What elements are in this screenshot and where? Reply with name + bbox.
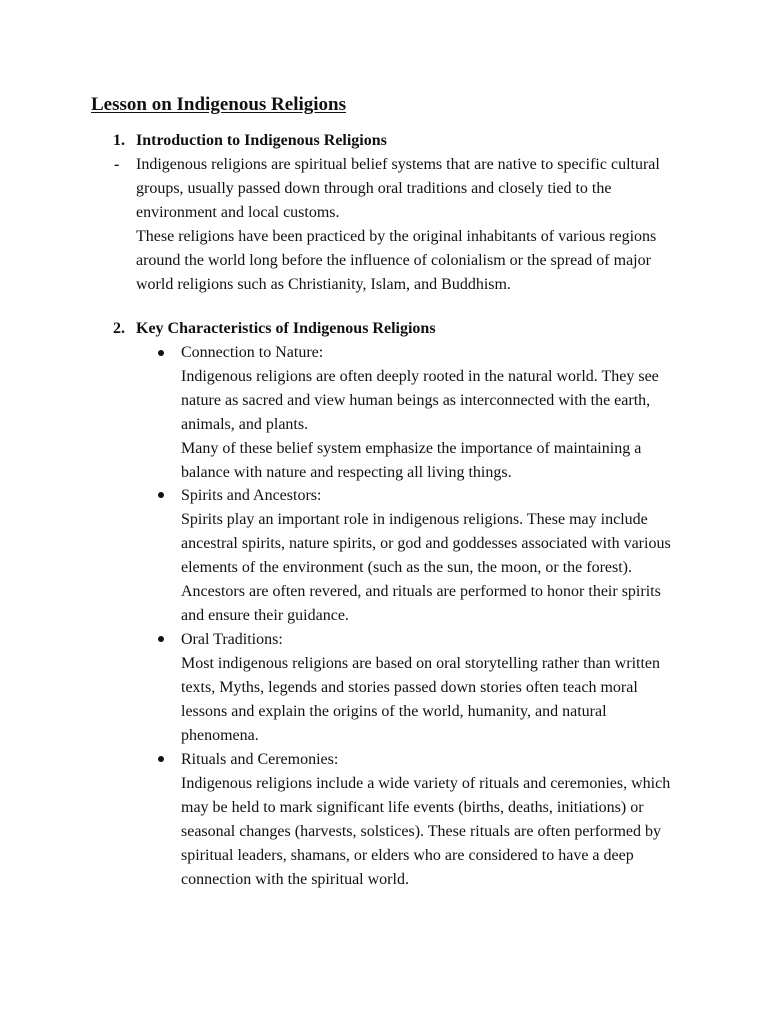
- item-oral-traditions-text: Most indigenous religions are based on oral storytelling rather than written texts, Myths, legends and stories passed down stories often teach moral lessons and explain the origins of the world, humanity, and natural phenomena.: [181, 655, 660, 744]
- bullet-dot-icon: [158, 492, 164, 498]
- item-spirits-and-ancestors-label: Spirits and Ancestors:: [181, 487, 322, 504]
- item-connection-to-nature-text-2: Many of these belief system emphasize the importance of maintaining a balance with nature and respecting all living things.: [181, 440, 642, 481]
- document-title: Lesson on Indigenous Religions: [91, 94, 346, 115]
- item-rituals-and-ceremonies-text: Indigenous religions include a wide variety of rituals and ceremonies, which may be held to mark significant life events (births, deaths, initiations) or seasonal changes (harvests, solstices). These rituals are often performed by spiritual leaders, shamans, or elders who are considered to have a deep connection with the spiritual world.: [181, 775, 671, 888]
- bullet-dot-icon: [158, 756, 164, 762]
- section-1-number: 1.: [113, 132, 125, 149]
- item-oral-traditions-label: Oral Traditions:: [181, 631, 283, 648]
- item-connection-to-nature-text-1: Indigenous religions are often deeply rooted in the natural world. They see nature as sacred and view human beings as interconnected with the earth, animals, and plants.: [181, 368, 659, 433]
- item-connection-to-nature-label: Connection to Nature:: [181, 344, 324, 361]
- item-spirits-and-ancestors-text: Spirits play an important role in indigenous religions. These may include ancestral spirits, nature spirits, or god and goddesses associated with various elements of the environment (such as the sun, the moon, or the forest). Ancestors are often revered, and rituals are performed to honor their spirits and ensure their guidance.: [181, 511, 671, 624]
- section-1-paragraph-1: Indigenous religions are spiritual belief systems that are native to specific cultural groups, usually passed down through oral traditions and closely tied to the environment and local customs.: [136, 156, 660, 221]
- section-1-dash-marker: -: [114, 156, 120, 173]
- section-2-heading: Key Characteristics of Indigenous Religions: [136, 320, 436, 337]
- bullet-dot-icon: [158, 350, 164, 356]
- section-1-heading: Introduction to Indigenous Religions: [136, 132, 387, 149]
- section-1-paragraph-2: These religions have been practiced by the original inhabitants of various regions around the world long before the influence of colonialism or the spread of major world religions such as Christianity, Islam, and Buddhism.: [136, 228, 657, 293]
- section-2-number: 2.: [113, 320, 125, 337]
- bullet-dot-icon: [158, 636, 164, 642]
- item-rituals-and-ceremonies-label: Rituals and Ceremonies:: [181, 751, 339, 768]
